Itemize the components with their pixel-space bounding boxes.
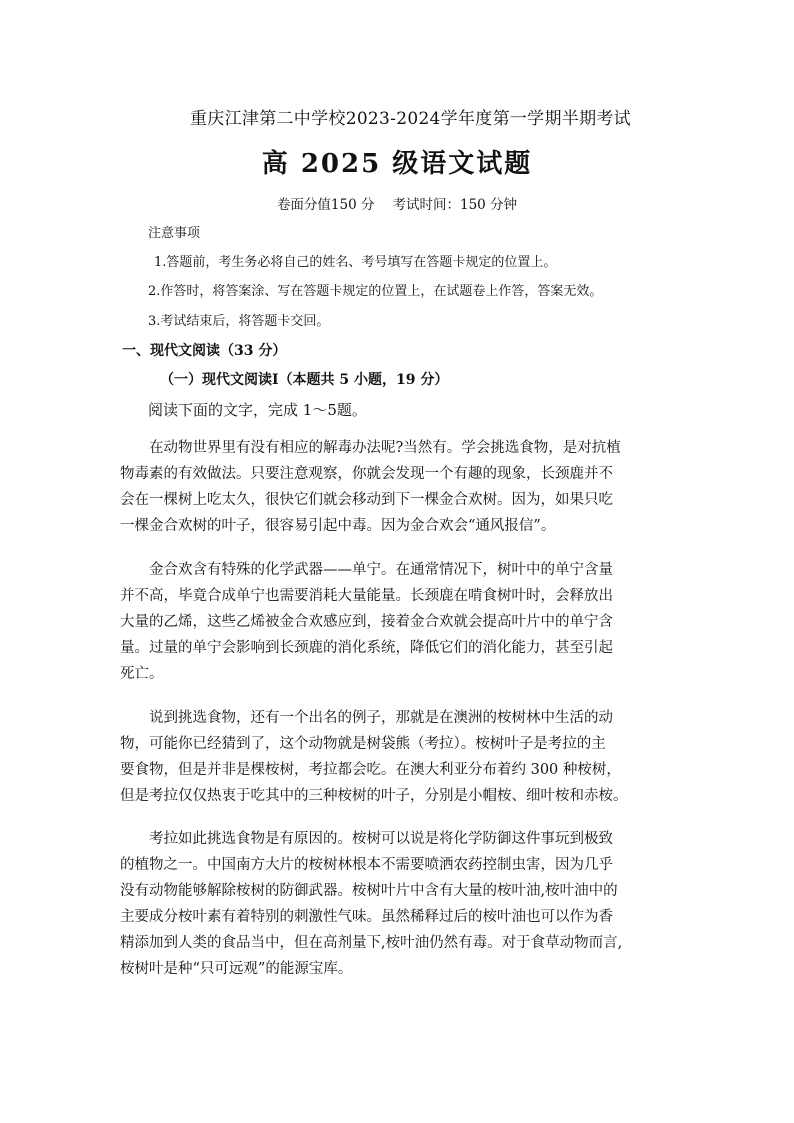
- exam-title: 高 2025 级语文试题: [261, 149, 533, 179]
- passage-line: 说到挑选食物，还有一个出名的例子，那就是在澳洲的桉树林中生活的动: [149, 710, 613, 726]
- passage-line: 精添加到人类的食品当中，但在高剂量下,桉叶油仍然有毒。对于食草动物而言,: [120, 935, 623, 951]
- passage-line: 一棵金合欢树的叶子，很容易引起中毒。因为金合欢会“通风报信”。: [120, 518, 556, 534]
- passage-line: 会在一棵树上吃太久，很快它们就会移动到下一棵金合欢树。因为，如果只吃: [120, 492, 613, 508]
- passage-paragraph-2: [120, 557, 680, 687]
- passage-line: 考拉如此挑选食物是有原因的。桉树可以说是将化学防御这件事玩到极致: [149, 831, 613, 847]
- notes-heading: 注意事项: [148, 226, 201, 241]
- passage-line: 物，可能你已经猜到了，这个动物就是树袋熊（考拉）。桉树叶子是考拉的主: [120, 736, 606, 752]
- exam-school-line: 重庆江津第二中学校2023-2024学年度第一学期半期考试: [190, 109, 631, 129]
- passage-line: 但是考拉仅仅热衷于吃其中的三种桉树的叶子，分别是小帽桉、细叶桉和赤桉。: [120, 788, 628, 804]
- passage-line: 大量的乙烯，这些乙烯被金合欢感应到，接着金合欢就会提高叶片中的单宁含: [120, 614, 613, 630]
- passage-paragraph-4: [120, 826, 680, 982]
- passage-line: 量。过量的单宁会影响到长颈鹿的消化系统，降低它们的消化能力，甚至引起: [120, 640, 613, 656]
- passage-line: 的植物之一。中国南方大片的桉树林根本不需要喷洒农药控制虫害，因为几乎: [120, 857, 613, 873]
- passage-line: 主要成分桉叶素有着特别的刺激性气味。虽然稀释过后的桉叶油也可以作为香: [120, 909, 613, 925]
- section-heading: 一、现代文阅读（33 分）: [122, 343, 287, 359]
- note-item-1: 1.答题前，考生务必将自己的姓名、考号填写在答题卡规定的位置上。: [154, 255, 557, 270]
- note-item-3: 3.考试结束后，将答题卡交回。: [148, 314, 330, 329]
- subsection-heading: （一）现代文阅读Ⅰ（本题共 5 小题，19 分）: [160, 372, 449, 388]
- passage-line: 并不高，毕竟合成单宁也需要消耗大量能量。长颈鹿在啃食树叶时，会释放出: [120, 588, 613, 604]
- passage-paragraph-3: [120, 705, 680, 809]
- passage-line: 金合欢含有特殊的化学武器——单宁。在通常情况下，树叶中的单宁含量: [149, 562, 613, 578]
- note-item-2: 2.作答时，将答案涂、写在答题卡规定的位置上，在试题卷上作答，答案无效。: [148, 284, 603, 299]
- score-info: 卷面分值150 分: [276, 197, 375, 213]
- exam-meta: [0, 193, 794, 213]
- passage-line: 物毒素的有效做法。只要注意观察，你就会发现一个有趣的现象，长颈鹿并不: [120, 466, 613, 482]
- reading-instruction: 阅读下面的文字，完成 1～5题。: [148, 401, 367, 419]
- passage-line: 死亡。: [120, 666, 164, 682]
- passage-line: 桉树叶是种“只可远观”的能源宝库。: [120, 961, 353, 977]
- passage-line: 在动物世界里有没有相应的解毒办法呢?当然有。学会挑选食物，是对抗植: [149, 440, 621, 456]
- time-info: 考试时间：150 分钟: [392, 197, 518, 213]
- passage-line: 没有动物能够解除桉树的防御武器。桉树叶片中含有大量的桉叶油,桉叶油中的: [120, 883, 618, 899]
- passage-line: 要食物，但是并非是棵桉树，考拉都会吃。在澳大利亚分布着约 300 种桉树，: [120, 762, 621, 778]
- passage-paragraph-1: [120, 435, 680, 539]
